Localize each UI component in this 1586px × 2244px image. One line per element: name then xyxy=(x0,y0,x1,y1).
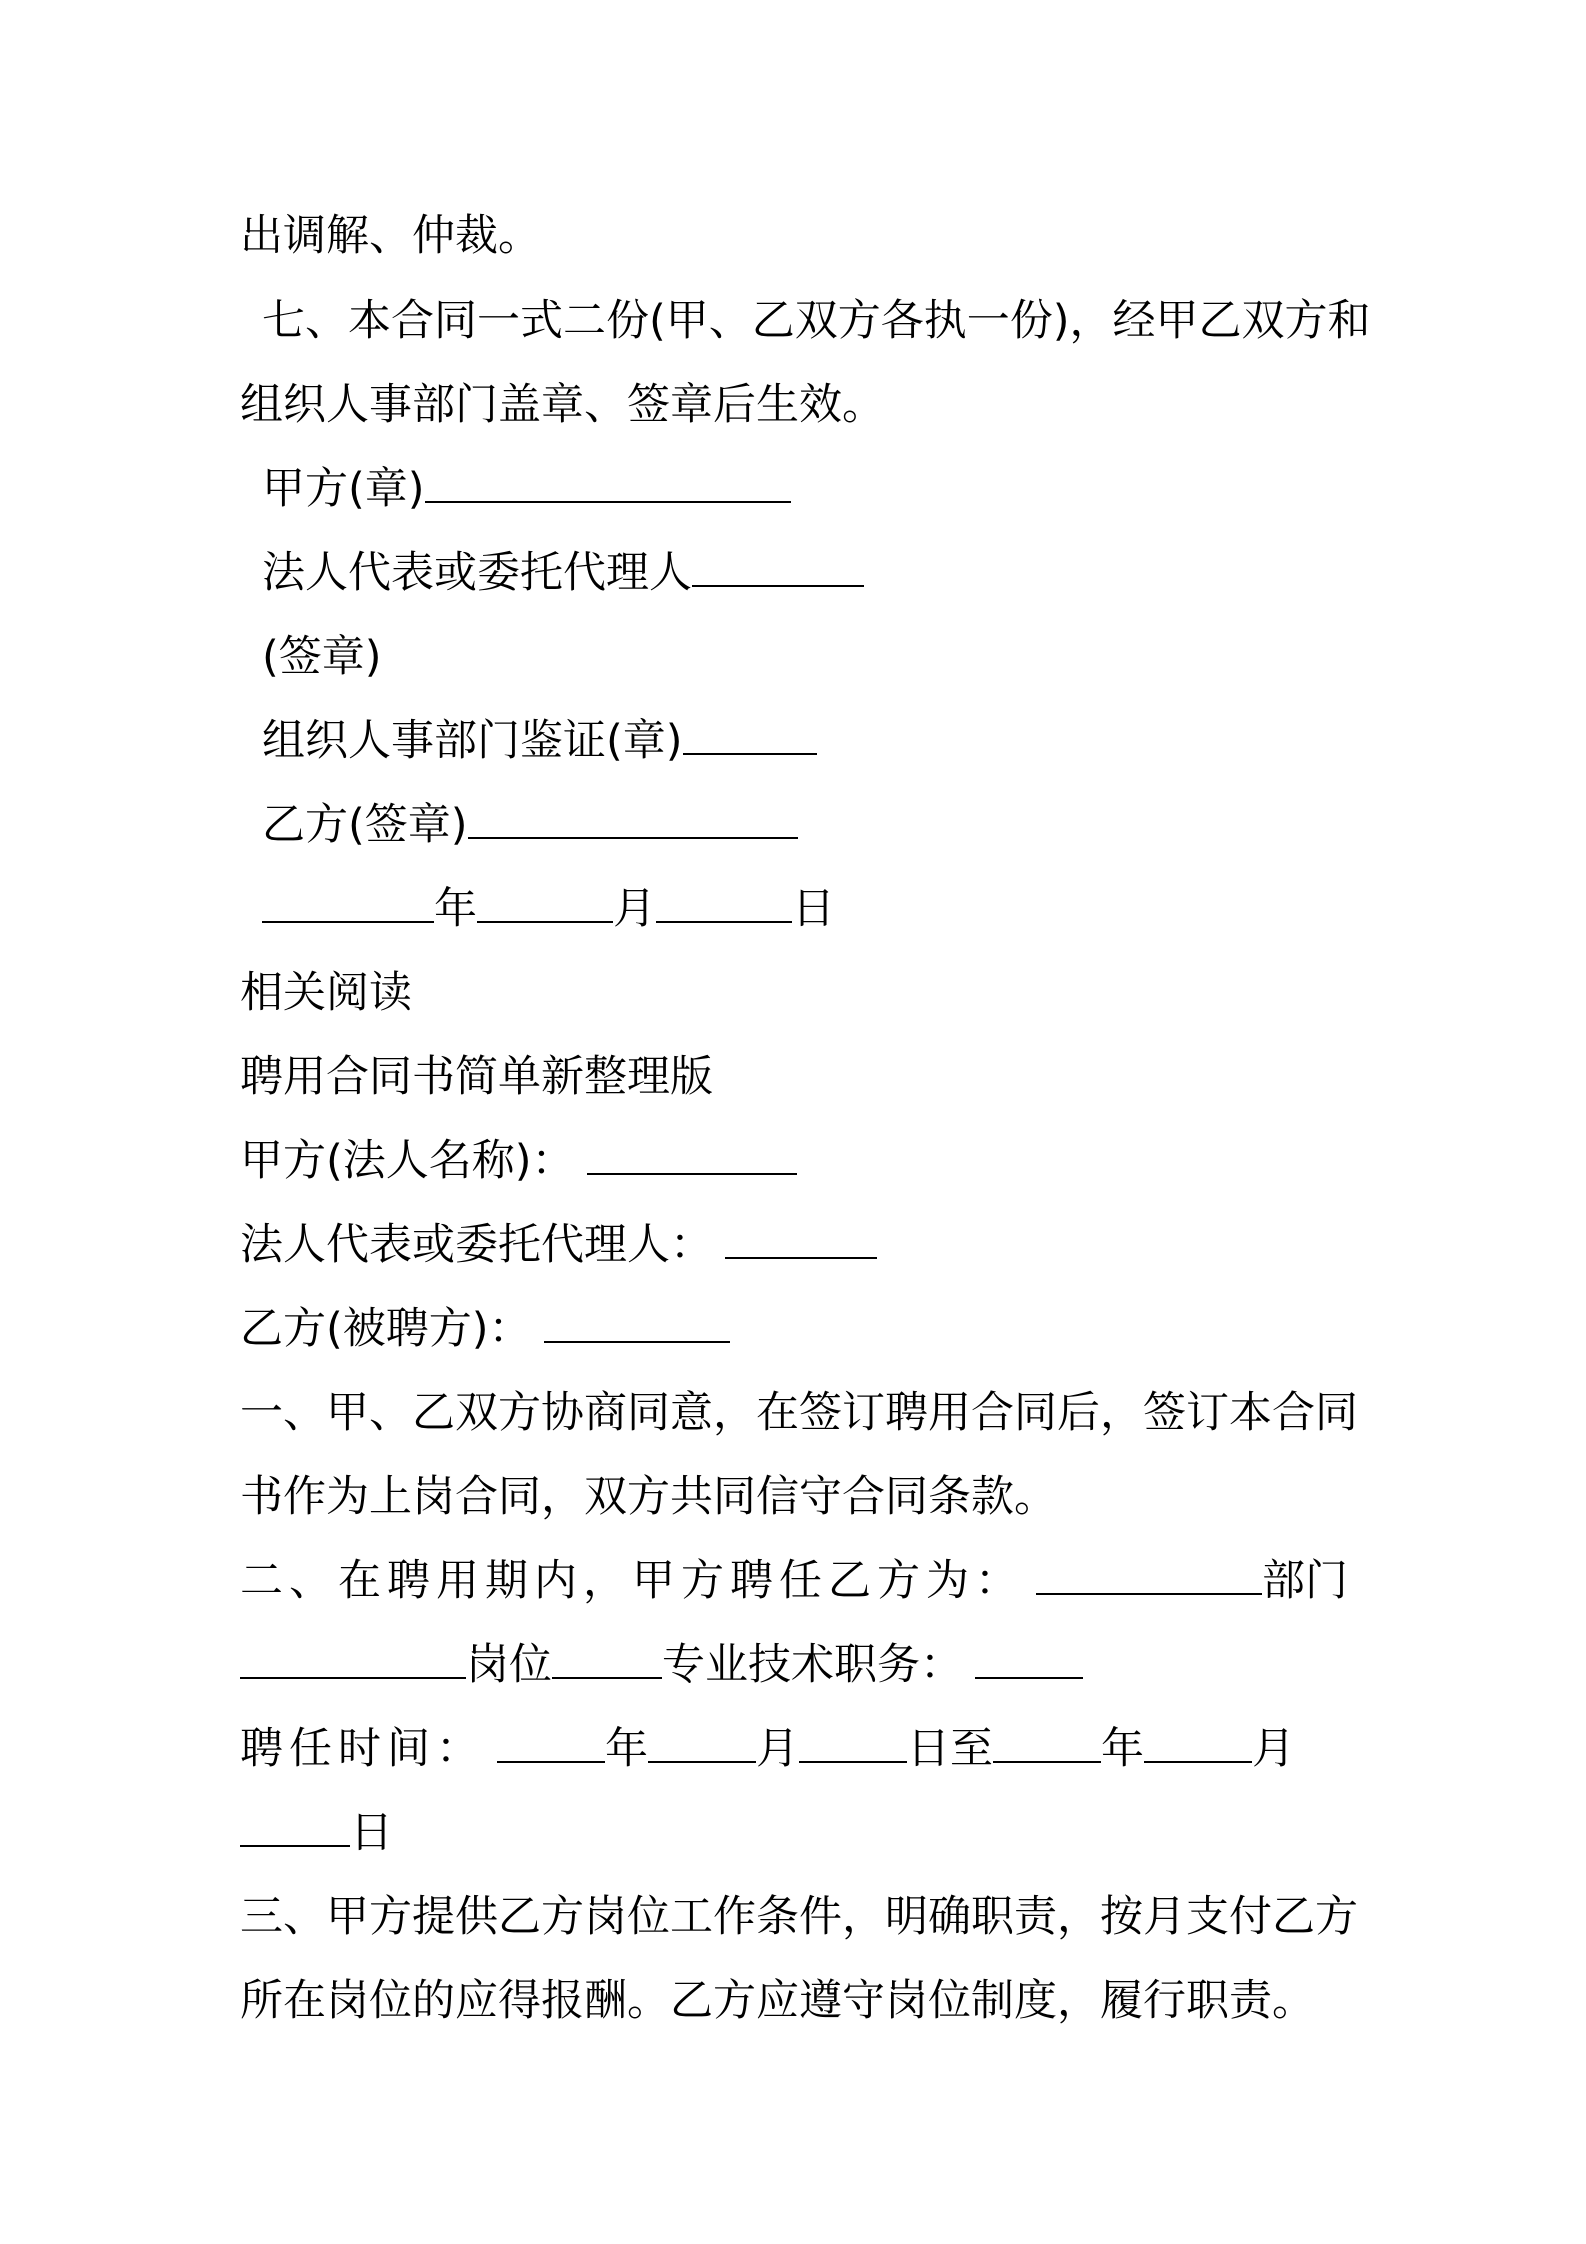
end-day-label: 日 xyxy=(350,1808,393,1858)
end-year-blank xyxy=(993,1719,1101,1763)
clause-2-post-label: 岗位 xyxy=(466,1640,552,1690)
clause-2-line-2 xyxy=(240,1635,1083,1695)
clause-1-line-1: 一、甲、乙双方协商同意，在签订聘用合同后，签订本合同 xyxy=(240,1388,1358,1438)
signature-org-dept xyxy=(262,711,817,771)
clause-2-post-blank xyxy=(552,1635,662,1679)
clause-3-line-2: 所在岗位的应得报酬。乙方应遵守岗位制度，履行职责。 xyxy=(240,1976,1315,2026)
end-day-blank xyxy=(240,1803,350,1847)
field-legal-rep xyxy=(240,1215,877,1275)
field-party-a-blank xyxy=(587,1131,797,1175)
clause-7-line-2: 组织人事部门盖章、签章后生效。 xyxy=(240,380,885,430)
signature-org-dept-label: 组织人事部门鉴证(章) xyxy=(262,716,683,766)
end-year-label: 年 xyxy=(1101,1724,1144,1774)
date-month-label: 月 xyxy=(613,884,656,934)
clause-2-to-label: 至 xyxy=(950,1724,993,1774)
signature-seal-note: (签章) xyxy=(262,632,382,682)
clause-2-position-blank xyxy=(1036,1551,1262,1595)
start-month-blank xyxy=(648,1719,756,1763)
start-month-label: 月 xyxy=(756,1724,799,1774)
date-day-label: 日 xyxy=(792,884,835,934)
start-day-label: 日 xyxy=(907,1724,950,1774)
start-year-blank xyxy=(497,1719,605,1763)
clause-2-tech-label: 专业技术职务： xyxy=(662,1640,963,1690)
field-party-a xyxy=(240,1131,797,1191)
signature-legal-rep xyxy=(262,543,864,603)
signature-org-dept-blank xyxy=(683,711,817,755)
date-year-label: 年 xyxy=(434,884,477,934)
paragraph-end: 出调解、仲裁。 xyxy=(240,211,541,261)
field-legal-rep-blank xyxy=(725,1215,877,1259)
clause-2-dept-blank xyxy=(240,1635,466,1679)
related-doc-title: 聘用合同书简单新整理版 xyxy=(240,1052,713,1102)
date-day-blank xyxy=(656,879,792,923)
signature-legal-rep-blank xyxy=(692,543,864,587)
signature-party-b xyxy=(262,795,798,855)
clause-2-line-3 xyxy=(240,1719,1295,1779)
field-party-b-blank xyxy=(544,1299,730,1343)
end-month-blank xyxy=(1144,1719,1252,1763)
clause-2-line-4 xyxy=(240,1803,393,1863)
clause-2-line-1 xyxy=(240,1551,1348,1611)
field-party-b-label: 乙方(被聘方)： xyxy=(240,1304,532,1354)
signature-date xyxy=(262,879,835,939)
signature-party-b-blank xyxy=(468,795,798,839)
end-month-label: 月 xyxy=(1252,1724,1295,1774)
signature-party-a-label: 甲方(章) xyxy=(262,464,425,514)
clause-2-intro: 二、在聘用期内，甲方聘任乙方为： xyxy=(240,1556,1024,1606)
field-party-a-label: 甲方(法人名称)： xyxy=(240,1136,575,1186)
related-reading-heading: 相关阅读 xyxy=(240,968,412,1018)
clause-2-tech-blank xyxy=(975,1635,1083,1679)
date-year-blank xyxy=(262,879,434,923)
start-day-blank xyxy=(799,1719,907,1763)
start-year-label: 年 xyxy=(605,1724,648,1774)
signature-legal-rep-label: 法人代表或委托代理人 xyxy=(262,548,692,598)
clause-2-time-label: 聘任时间： xyxy=(240,1724,485,1774)
signature-party-b-label: 乙方(签章) xyxy=(262,800,468,850)
clause-2-dept-label: 部门 xyxy=(1262,1556,1348,1606)
clause-1-line-2: 书作为上岗合同，双方共同信守合同条款。 xyxy=(240,1472,1057,1522)
clause-3-line-1: 三、甲方提供乙方岗位工作条件，明确职责，按月支付乙方 xyxy=(240,1892,1358,1942)
field-legal-rep-label: 法人代表或委托代理人： xyxy=(240,1220,713,1270)
clause-7-line-1: 七、本合同一式二份(甲、乙双方各执一份)，经甲乙双方和 xyxy=(262,296,1371,346)
field-party-b xyxy=(240,1299,730,1359)
date-month-blank xyxy=(477,879,613,923)
signature-party-a-blank xyxy=(425,459,791,503)
signature-party-a xyxy=(262,459,791,519)
